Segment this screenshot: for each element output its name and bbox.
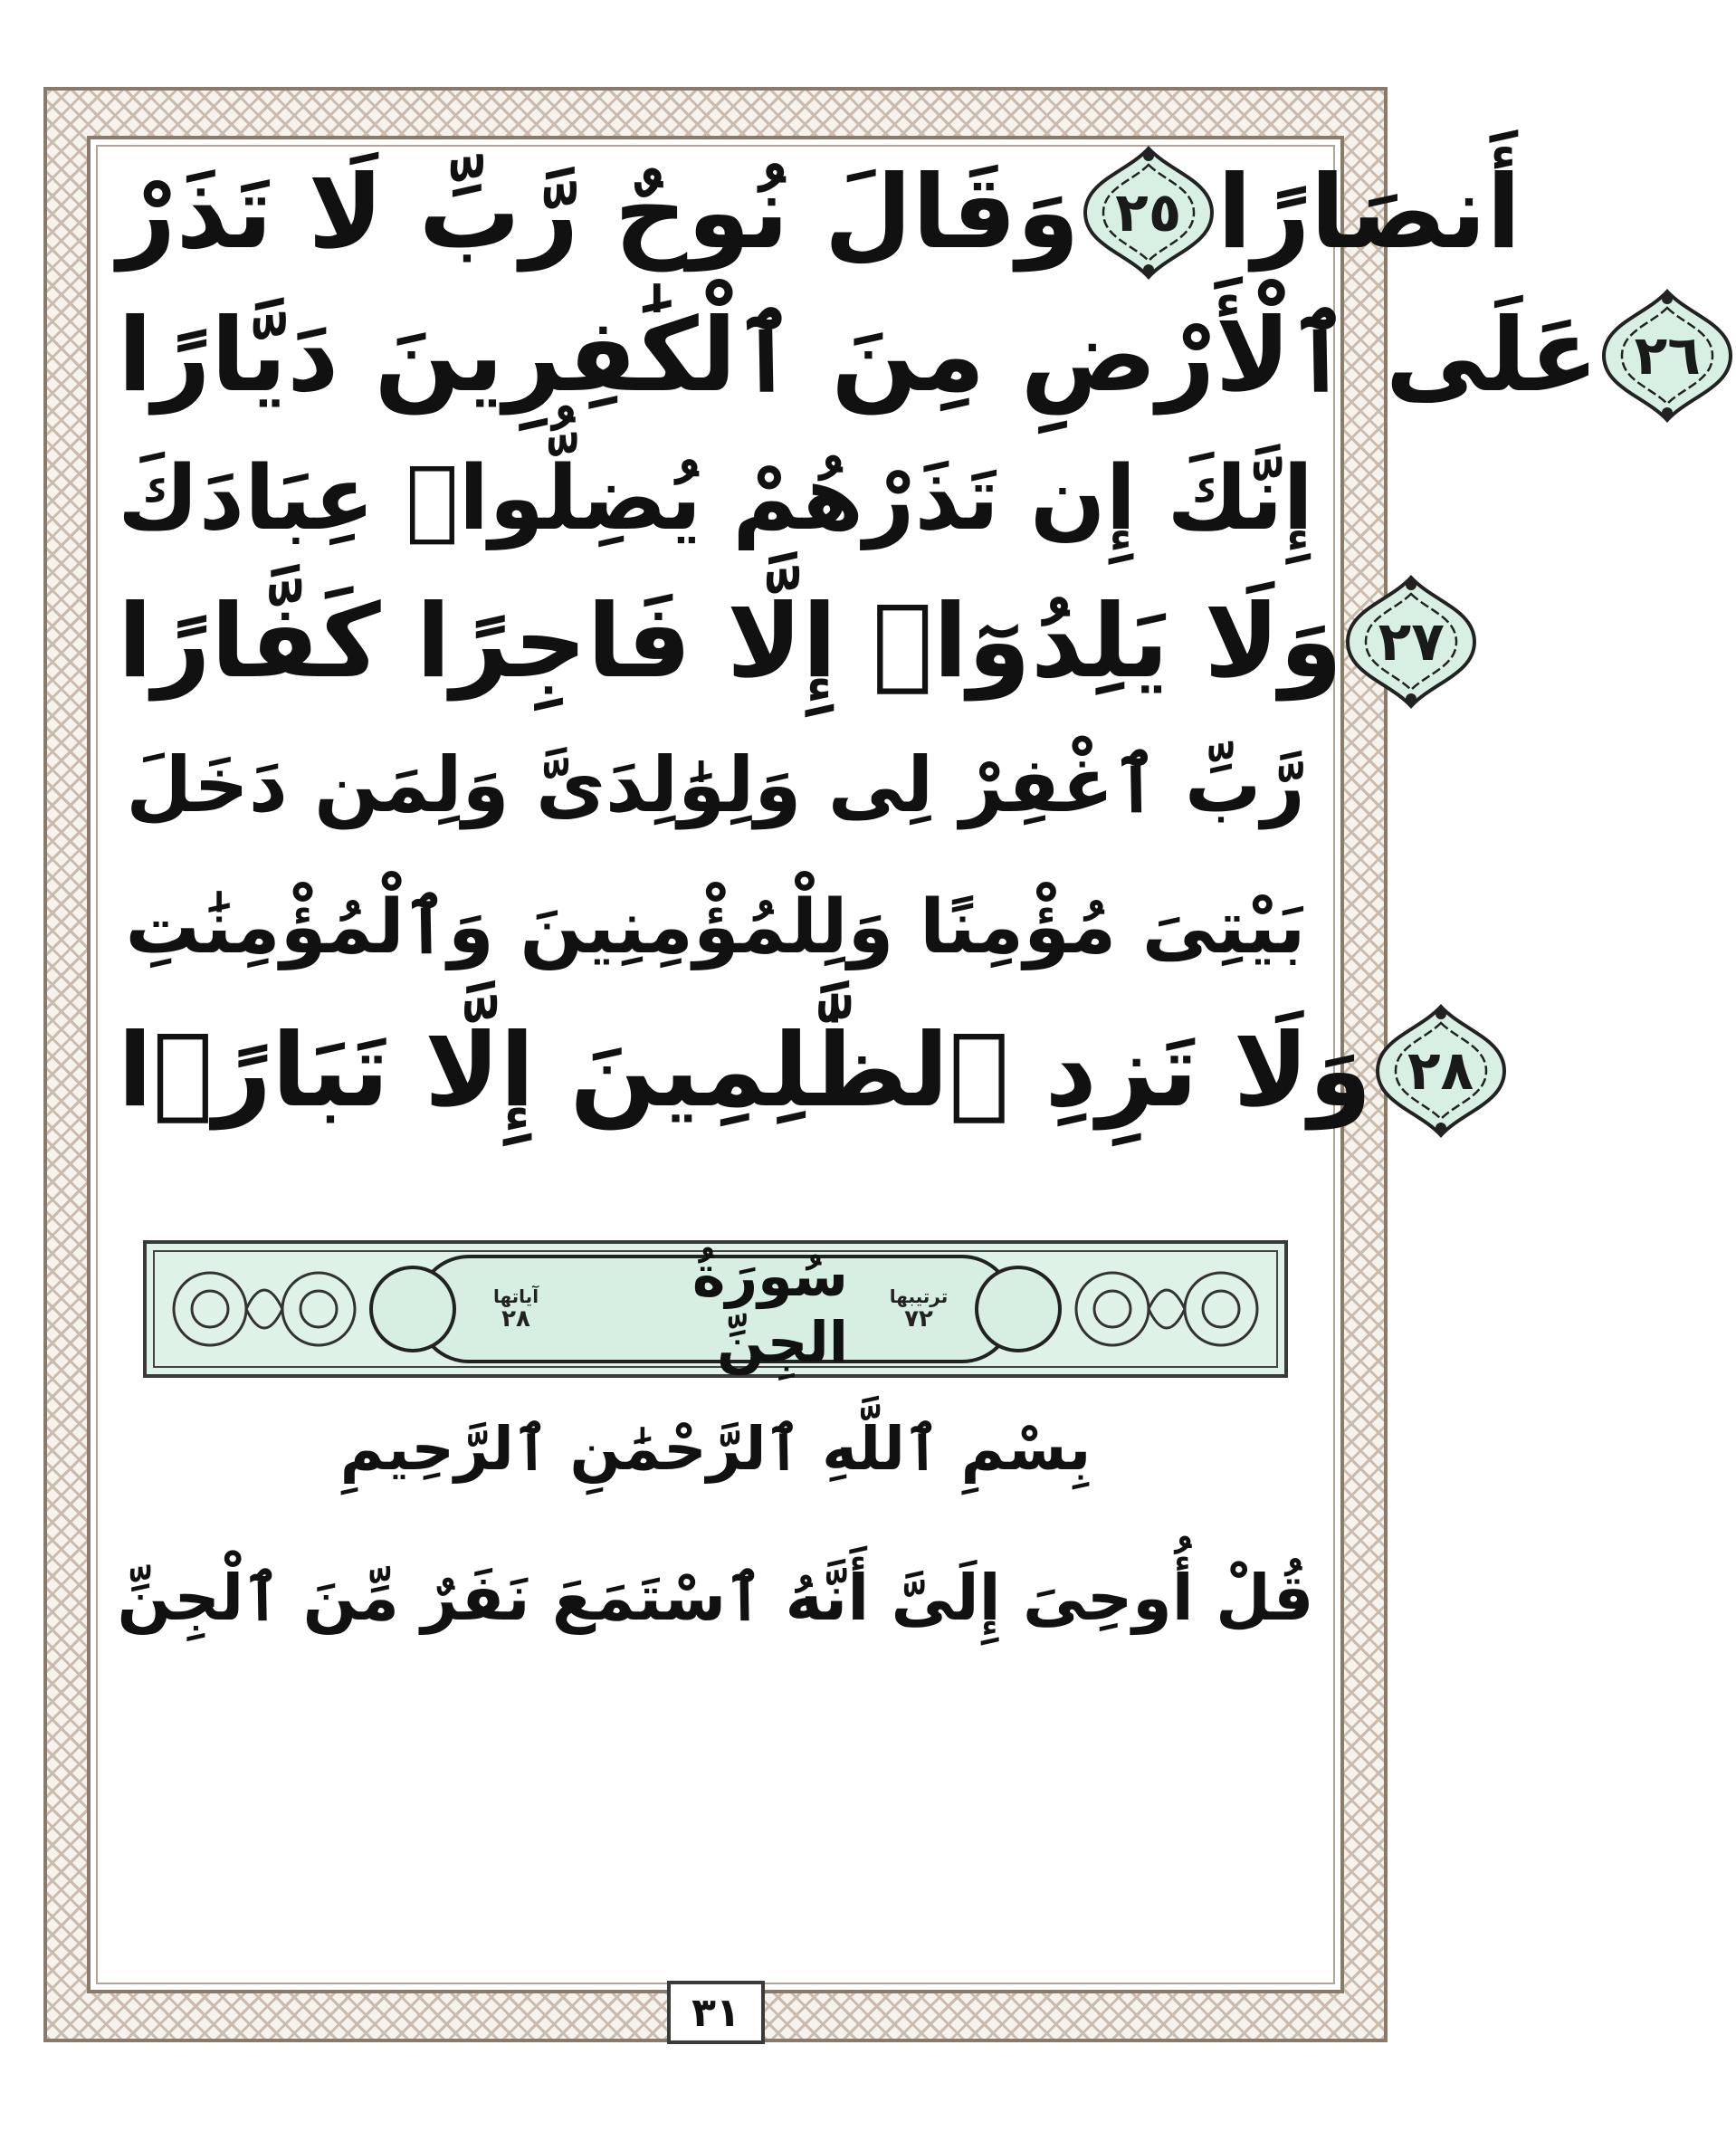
verse-marker-27 [1342,574,1480,710]
surah-ayat-count [474,1267,558,1351]
verse-line-3 [118,431,1313,567]
verse-line-6 [118,860,1313,996]
verse-line-8 [118,1521,1313,1675]
verse-marker-25 [1080,145,1217,281]
ayat-label: آياتها [492,1285,539,1307]
line-text: إِنَّكَ إِن تَذَرْهُمْ يُضِلُّوا۟ عِبَادَكَ [117,447,1314,550]
line-text-right: وَقَالَ نُوحٌ رَّبِّ لَا تَذَرْ [118,154,1080,272]
verse-line-2 [118,288,1701,424]
verse-number: ٢٥ [1115,181,1182,244]
surah-order [877,1267,960,1351]
surah-title: سُورَةُ الجِنِّ [692,1243,848,1375]
verse-line-1 [118,145,1521,281]
verse-number: ٢٨ [1407,1039,1474,1103]
order-value: ٧٢ [904,1304,933,1333]
verse-number: ٢٦ [1634,324,1701,387]
order-label: ترتيبها [889,1285,949,1307]
line-text: بَيْتِىَ مُؤْمِنًا وَلِلْمُؤْمِنِينَ وَٱلْمُؤْمِنَٰتِ [125,884,1306,970]
line-text: قُلْ أُوحِىَ إِلَىَّ أَنَّهُ ٱسْتَمَعَ نَفَرٌ مِّنَ ٱلْجِنِّ [117,1561,1314,1635]
verse-line-7 [118,1003,1474,1139]
verse-marker-28 [1372,1003,1510,1139]
basmala: بِسْمِ ٱللَّهِ ٱلرَّحْمَٰنِ ٱلرَّحِيمِ [339,1413,1092,1484]
line-text: عَلَى ٱلْأَرْضِ مِنَ ٱلْكَٰفِرِينَ دَيَّارًا [118,297,1599,415]
page-number: ٣١ [667,1981,765,2044]
verse-line-4 [118,574,1445,710]
line-text: وَلَا تَزِدِ ٱلظَّٰلِمِينَ إِلَّا تَبَارًۢا [118,1012,1372,1130]
line-text-left: أَنصَارًا [1216,154,1521,272]
verse-number: ٢٧ [1378,610,1445,674]
ayat-value: ٢٨ [501,1304,530,1333]
line-text: رَّبِّ ٱغْفِرْ لِى وَلِوَٰلِدَىَّ وَلِمَن دَخَلَ [126,741,1305,829]
verse-line-5 [118,717,1313,853]
line-text: وَلَا يَلِدُوٓا۟ إِلَّا فَاجِرًا كَفَّارًا [118,583,1343,701]
surah-header-band [143,1240,1288,1378]
verse-marker-26 [1598,288,1736,424]
